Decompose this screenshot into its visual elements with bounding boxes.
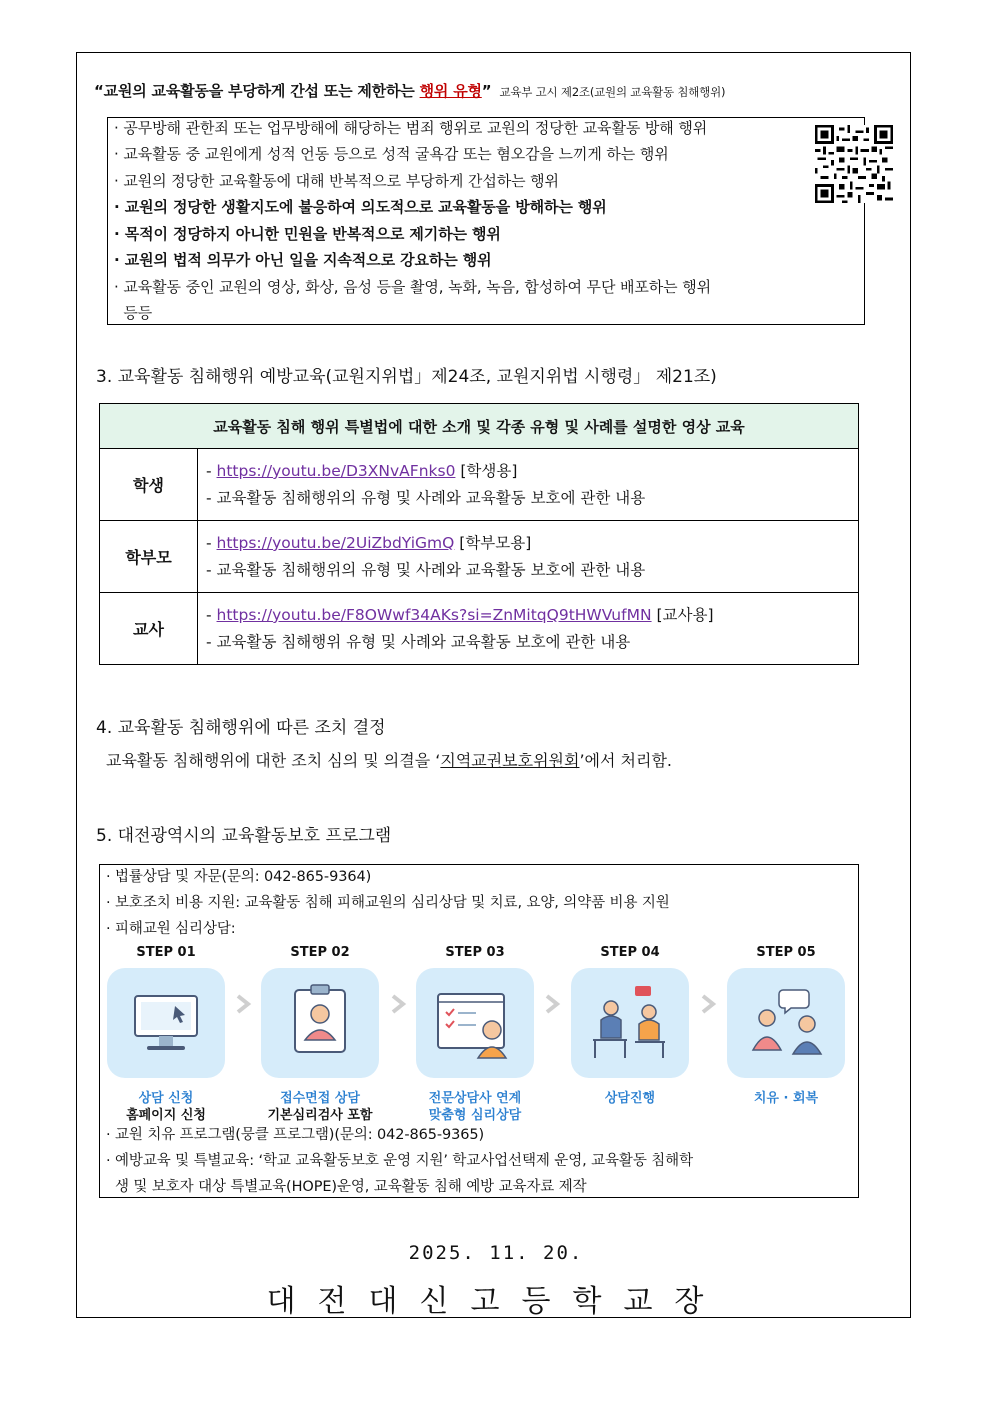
step-label: STEP 02 [290, 945, 350, 960]
bullet: - [206, 534, 217, 552]
chevron-right-icon [232, 993, 254, 1015]
step-label: STEP 01 [136, 945, 196, 960]
audience-tag: [학생용] [455, 462, 518, 480]
step-label: STEP 04 [600, 945, 660, 960]
section-5-title: 5. 대전광역시의 교육활동보호 프로그램 [96, 826, 392, 846]
computer-icon [107, 968, 225, 1078]
student-video-link[interactable]: https://youtu.be/D3XNvAFnks0 [216, 462, 456, 480]
row-description: - 교육활동 침해행위의 유형 및 사례와 교육활동 보호에 관한 내용 [206, 489, 646, 507]
audience-tag: [교사용] [651, 606, 714, 624]
school-principal-signature: 대전대신고등학교장 [266, 1284, 726, 1319]
body-text: 교육활동 침해행위에 대한 조치 심의 및 의결을 ‘ [106, 751, 441, 770]
step-title: 접수면접 상담 [280, 1091, 360, 1106]
type-item: · 교육활동 중 교원에게 성적 언동 등으로 성적 굴욕감 또는 혐오감을 느끼게 하는 행위 [114, 145, 669, 163]
program-item: · 보호조치 비용 지원: 교육활동 침해 피해교원의 심리상담 및 치료, 요양, 의약품 비용 지원 [106, 895, 670, 911]
type-item: · 교원의 정당한 교육활동에 대해 반복적으로 부당하게 간섭하는 행위 [114, 172, 559, 190]
type-item: · 교육활동 중인 교원의 영상, 화상, 음성 등을 촬영, 녹화, 녹음, 합성하여 무단 배포하는 행위 [114, 278, 712, 296]
chevron-right-icon [387, 993, 409, 1015]
table-row [100, 449, 858, 521]
chevron-right-icon [541, 993, 563, 1015]
section-4-title: 4. 교육활동 침해행위에 따른 조치 결정 [96, 718, 386, 738]
section-3-title: 3. 교육활동 침해행위 예방교육(교원지위법」제24조, 교원지위법 시행령」 제21조) [96, 367, 717, 387]
program-item: · 예방교육 및 특별교육: ‘학교 교육활동보호 운영 지원’ 학교사업선택제 운영, 교육활동 침해학 [106, 1153, 693, 1169]
conversation-icon [727, 968, 845, 1078]
bullet: - [206, 462, 217, 480]
headline-highlight: 행위 유형 [419, 82, 482, 100]
row-label-parent: 학부모 [100, 521, 198, 592]
step-subtitle: 기본심리검사 포함 [267, 1108, 373, 1123]
row-label-teacher: 교사 [100, 593, 198, 664]
types-box [107, 117, 865, 325]
program-item: 생 및 보호자 대상 특별교육(HOPE)운영, 교육활동 침해 예방 교육자료 제작 [106, 1179, 587, 1195]
step-title: 상담진행 [604, 1091, 656, 1106]
teacher-video-link[interactable]: https://youtu.be/F8OWwf34AKs?si=ZnMitqQ9tHWVufMN [216, 606, 652, 624]
row-content [198, 449, 858, 520]
bullet: - [206, 606, 217, 624]
step-label: STEP 05 [756, 945, 816, 960]
committee-name: 지역교권보호위원회 [440, 751, 580, 770]
program-item: · 교원 치유 프로그램(뭉클 프로그램)(문의: 042-865-9365) [106, 1127, 485, 1143]
step-title-line: 전문상담사 연계 [428, 1091, 522, 1106]
program-item: · 피해교원 심리상담: [106, 921, 236, 937]
audience-tag: [학부모용] [454, 534, 532, 552]
profile-card-icon [261, 968, 379, 1078]
type-item: · 공무방해 관한죄 또는 업무방해에 해당하는 범죄 행위로 교원의 정당한 교육활동 방해 행위 [114, 119, 708, 137]
program-box [99, 864, 859, 1198]
table-row [100, 593, 858, 664]
step-04 [571, 945, 689, 1107]
program-item: · 법률상담 및 자문(문의: 042-865-9364) [106, 869, 372, 885]
step-01 [107, 945, 225, 1124]
step-subtitle: 홈페이지 신청 [126, 1108, 206, 1123]
type-item: · 목적이 정당하지 아니한 민원을 반복적으로 제기하는 행위 [114, 225, 501, 243]
section-4-body [106, 748, 672, 771]
step-title: 상담 신청 [138, 1091, 194, 1106]
body-text: ’에서 처리함. [579, 751, 673, 770]
headline-text: “교원의 교육활동을 부당하게 간섭 또는 제한하는 [94, 82, 420, 100]
type-item: · 교원의 정당한 생활지도에 불응하여 의도적으로 교육활동을 방해하는 행위 [114, 198, 607, 216]
table-row [100, 521, 858, 593]
row-content [198, 593, 858, 664]
step-03 [416, 945, 534, 1124]
row-description: - 교육활동 침해행위의 유형 및 사례와 교육활동 보호에 관한 내용 [206, 561, 646, 579]
row-description: - 교육활동 침해행위 유형 및 사례와 교육활동 보호에 관한 내용 [206, 633, 631, 651]
row-content [198, 521, 858, 592]
step-label: STEP 03 [445, 945, 505, 960]
row-label-student: 학생 [100, 449, 198, 520]
online-counselor-icon [416, 968, 534, 1078]
type-item: 등등 [114, 304, 153, 322]
step-title [416, 1090, 534, 1107]
chevron-right-icon [697, 993, 719, 1015]
type-item: · 교원의 법적 의무가 아닌 일을 지속적으로 강요하는 행위 [114, 251, 492, 269]
video-education-table [99, 403, 859, 665]
counseling-session-icon [571, 968, 689, 1078]
step-title: 치유 · 회복 [753, 1091, 819, 1106]
types-headline [94, 80, 725, 101]
headline-source: 교육부 고시 제2조(교원의 교육활동 침해행위) [499, 85, 726, 99]
table-header: 교육활동 침해 행위 특별법에 대한 소개 및 각종 유형 및 사례를 설명한 영상 교육 [100, 404, 858, 449]
step-05 [727, 945, 845, 1107]
parent-video-link[interactable]: https://youtu.be/2UiZbdYiGmQ [216, 534, 455, 552]
qr-code-icon[interactable] [815, 125, 893, 203]
document-date: 2025. 11. 20. [408, 1242, 584, 1264]
headline-close-quote: ” [481, 82, 492, 100]
step-title-line-2: 맞춤형 심리상담 [428, 1108, 522, 1123]
step-02 [261, 945, 379, 1124]
